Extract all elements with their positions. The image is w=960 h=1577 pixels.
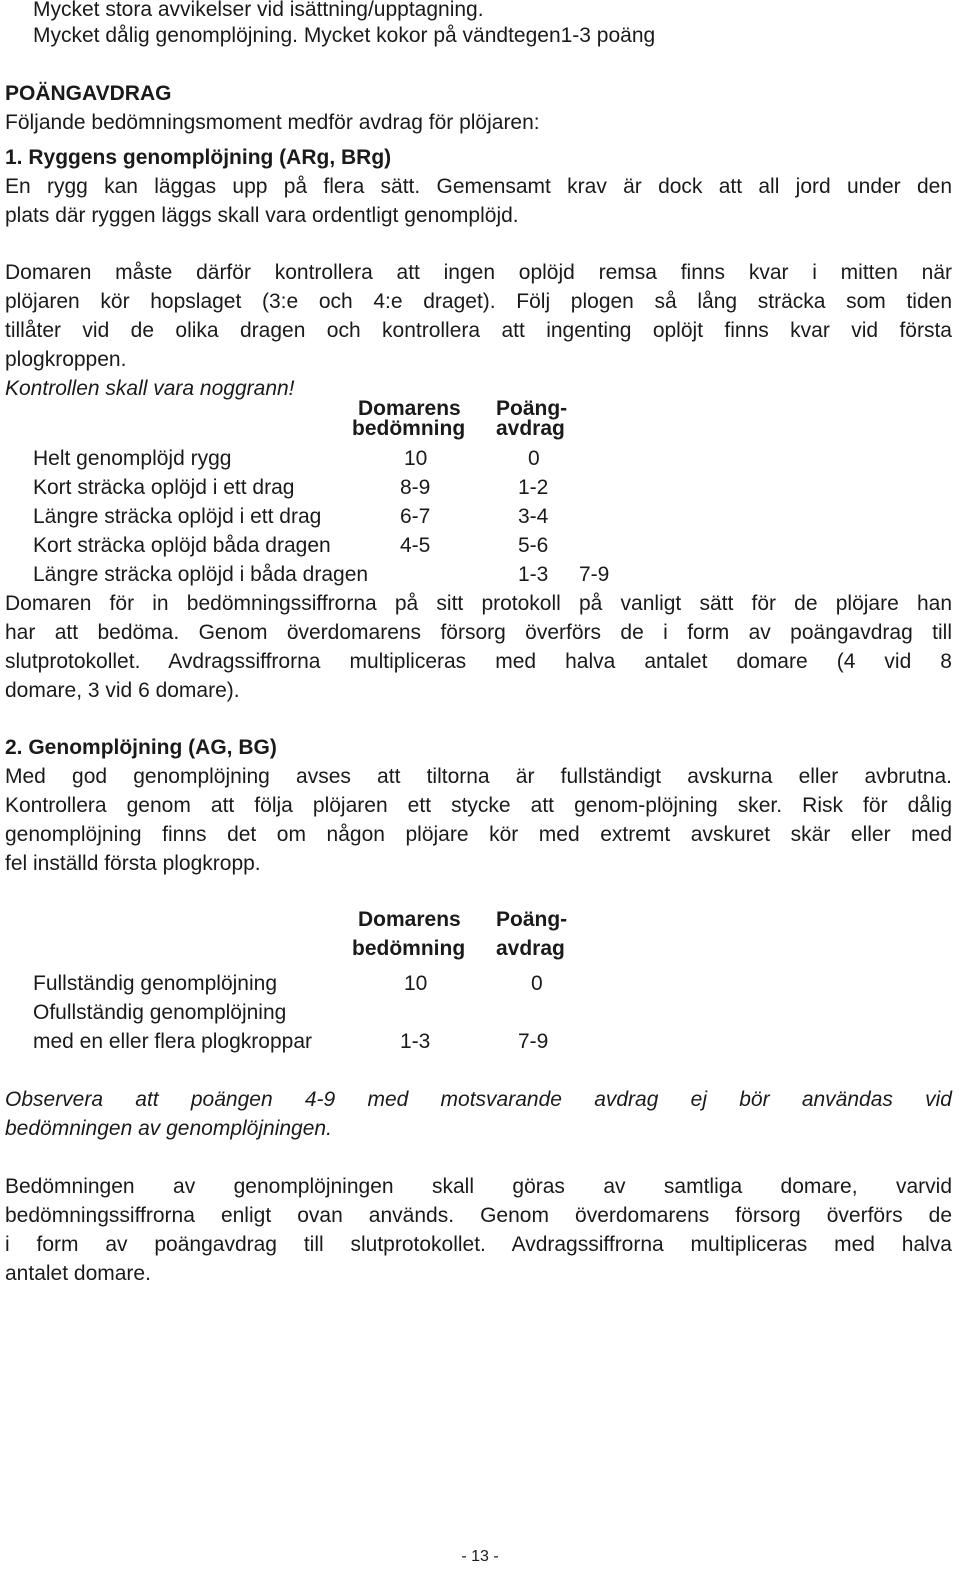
- text-line: Kontrollera genom att följa plöjaren ett stycke att genom-plöjning sker. Risk för dålig: [5, 794, 952, 817]
- table1-row-score: 1-3: [518, 563, 549, 586]
- table1-header-deduction: Poäng-: [496, 397, 568, 420]
- top-line-1: Mycket stora avvikelser vid isättning/upptagning.: [33, 0, 484, 21]
- table2-row-deduction: 0: [531, 972, 543, 995]
- text-line: har att bedöma. Genom överdomarens försorg överförs de i form av poängavdrag till: [5, 621, 952, 644]
- table2-header-score: Domarens: [358, 908, 461, 931]
- table2-header-score-2: bedömning: [352, 937, 466, 960]
- emphasis-text: Kontrollen skall vara noggrann!: [5, 377, 295, 400]
- text-line: plöjaren kör hopslaget (3:e och 4:e draget). Följ plogen så lång sträcka som tiden: [5, 290, 952, 313]
- text-line: genomplöjning finns det om någon plöjare kör med extremt avskuret skär eller med: [5, 823, 952, 846]
- section1-paragraph2: [5, 258, 952, 345]
- page-number: - 13 -: [461, 1548, 499, 1565]
- section2-paragraph1: [5, 762, 952, 849]
- table1-row-score: 10: [404, 447, 428, 470]
- table1-row-score: 4-5: [400, 534, 431, 557]
- text-line: bedömningen av genomplöjningen.: [5, 1117, 332, 1140]
- text-line: Bedömningen av genomplöjningen skall göras av samtliga domare, varvid: [5, 1175, 952, 1198]
- table1-row-deduction: 1-2: [518, 476, 549, 499]
- table2-row-label: Ofullständig genomplöjning: [33, 1001, 287, 1024]
- table1-row-label: Kort sträcka oplöjd båda dragen: [33, 534, 331, 557]
- table1-row-label: Helt genomplöjd rygg: [33, 447, 232, 470]
- table2-header-deduction-2: avdrag: [496, 937, 565, 960]
- table2-row-label: Fullständig genomplöjning: [33, 972, 277, 995]
- top-line-2: Mycket dålig genomplöjning. Mycket kokor på vändtegen1-3 poäng: [33, 24, 656, 47]
- table1-row-deduction: 3-4: [518, 505, 549, 528]
- table2-row-score: 1-3: [400, 1030, 431, 1053]
- deduction-heading: POÄNGAVDRAG: [5, 82, 172, 105]
- table2-header-deduction: Poäng-: [496, 908, 568, 931]
- table1-row-label: Kort sträcka oplöjd i ett drag: [33, 476, 295, 499]
- table1-row-deduction: 5-6: [518, 534, 549, 557]
- table1-header-score: Domarens: [358, 397, 461, 420]
- table2-row-deduction: 7-9: [518, 1030, 549, 1053]
- text-line: bedömningssiffrorna enligt ovan används. Genom överdomarens försorg överförs de: [5, 1204, 952, 1227]
- table1-row-deduction: 0: [528, 447, 540, 470]
- text-line: Domaren för in bedömningssiffrorna på sitt protokoll på vanligt sätt för de plöjare han: [5, 592, 952, 615]
- text-line: tillåter vid de olika dragen och kontrollera att ingenting oplöjt finns kvar vid första: [5, 319, 952, 342]
- table2-row-score: 10: [404, 972, 428, 995]
- text-line: plats där ryggen läggs skall vara ordentligt genomplöjd.: [5, 204, 519, 227]
- table1-row-label: Längre sträcka oplöjd i båda dragen: [33, 563, 369, 586]
- intro-text: Följande bedömningsmoment medför avdrag för plöjaren:: [5, 111, 540, 134]
- table1-header-deduction-2: avdrag: [496, 417, 565, 440]
- text-line: Domaren måste därför kontrollera att ingen oplöjd remsa finns kvar i mitten när: [5, 261, 952, 284]
- section2-heading: 2. Genomplöjning (AG, BG): [5, 736, 277, 759]
- section1-heading: 1. Ryggens genomplöjning (ARg, BRg): [5, 146, 392, 169]
- table1-row-score: 8-9: [400, 476, 431, 499]
- section1-paragraph3: [5, 589, 952, 676]
- table2-row-label-2: med en eller flera plogkroppar: [33, 1030, 312, 1053]
- text-line: fel inställd första plogkropp.: [5, 852, 261, 875]
- text-line: Med god genomplöjning avses att tiltorna är fullständigt avskurna eller avbrutna.: [5, 765, 952, 788]
- table1-row-score: 6-7: [400, 505, 431, 528]
- text-line: antalet domare.: [5, 1262, 151, 1285]
- observation-note: [5, 1085, 952, 1114]
- text-line: slutprotokollet. Avdragssiffrorna multipliceras med halva antalet domare (4 vid 8: [5, 650, 952, 673]
- text-line: i form av poängavdrag till slutprotokollet. Avdragssiffrorna multipliceras med halva: [5, 1233, 952, 1256]
- text-line: plogkroppen.: [5, 348, 127, 371]
- text-line: En rygg kan läggas upp på flera sätt. Gemensamt krav är dock att all jord under den: [5, 175, 952, 198]
- table1-row-label: Längre sträcka oplöjd i ett drag: [33, 505, 322, 528]
- table1-row-deduction: 7-9: [579, 563, 610, 586]
- table1-header-score-2: bedömning: [352, 417, 466, 440]
- text-line: Observera att poängen 4-9 med motsvarande avdrag ej bör användas vid: [5, 1088, 952, 1111]
- text-line: domare, 3 vid 6 domare).: [5, 679, 240, 702]
- section2-paragraph2: [5, 1172, 952, 1259]
- section1-paragraph1: [5, 172, 952, 201]
